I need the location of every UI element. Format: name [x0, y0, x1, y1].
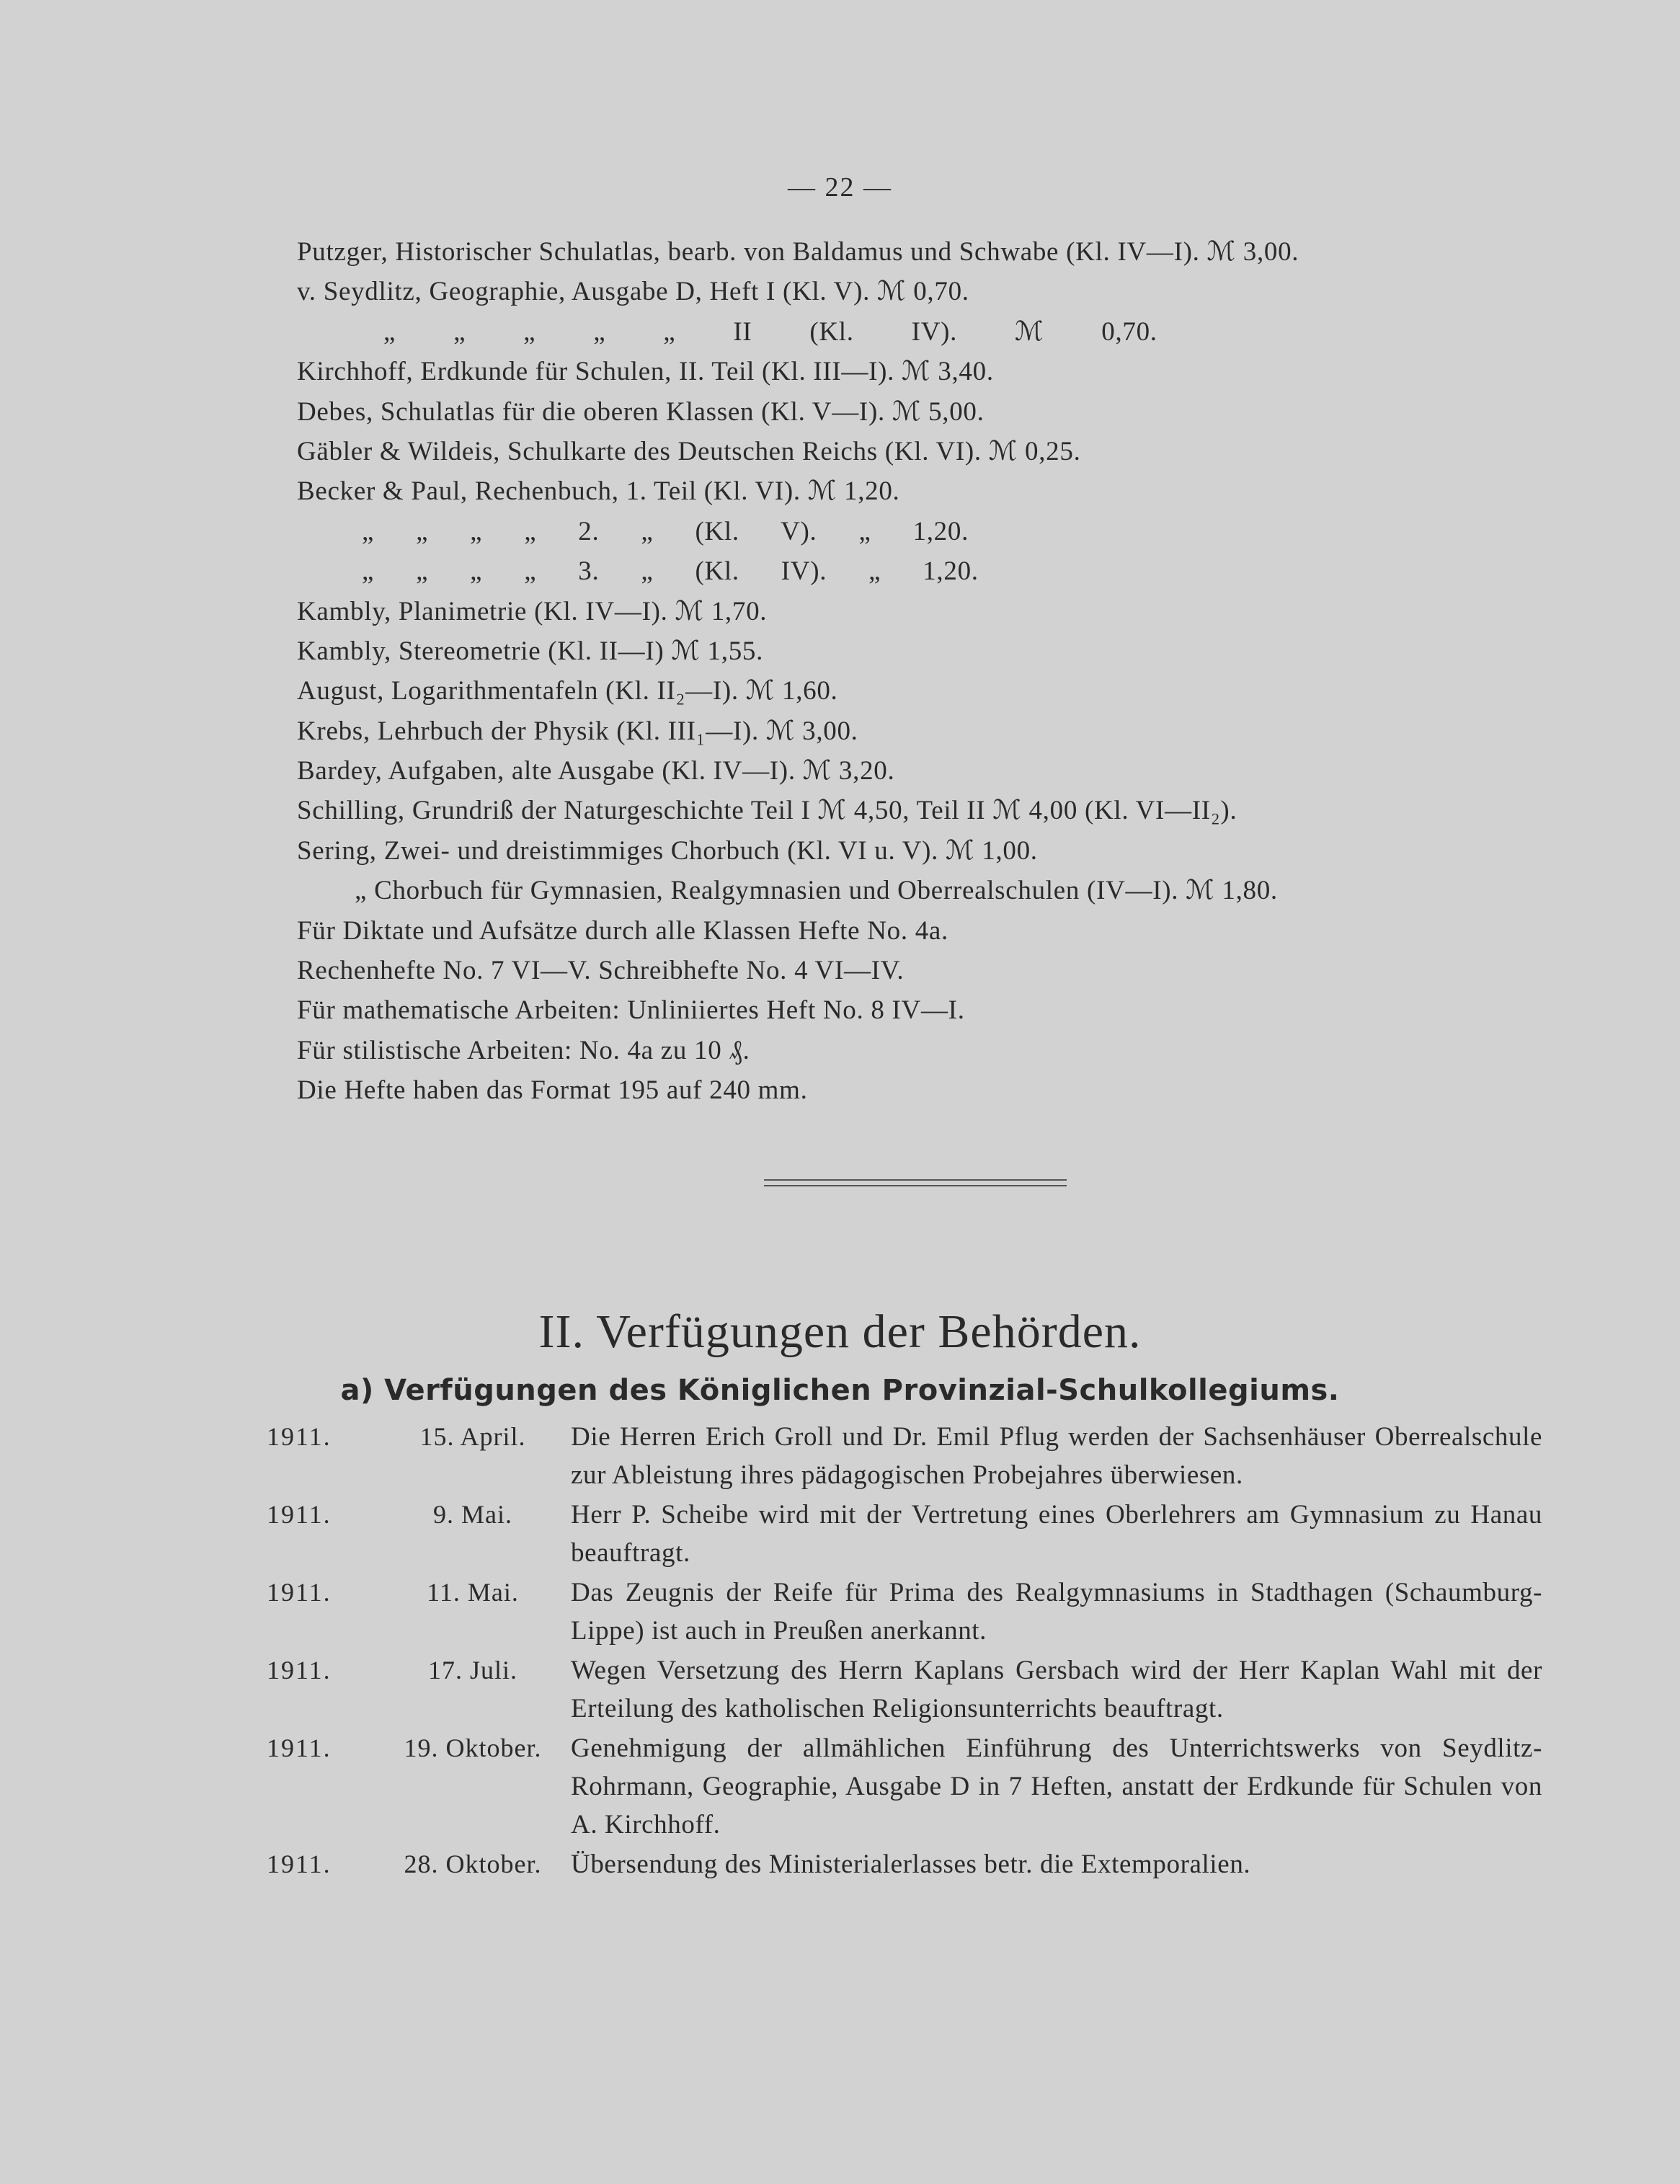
entry-text: Das Zeugnis der Reife für Prima des Realgymnasiums in Stadthagen (Schaumburg-Lippe) ist auch in Preußen anerkannt. — [571, 1578, 1542, 1646]
list-item: Debes, Schulatlas für die oberen Klassen (Kl. V—I). ℳ 5,00. — [297, 396, 985, 427]
list-item: „ Chorbuch für Gymnasien, Realgymnasien und Oberrealschulen (IV—I). ℳ 1,80. — [355, 876, 1278, 906]
list-item: Rechenhefte No. 7 VI—V. Schreibhefte No. 4 VI—IV. — [297, 956, 905, 986]
entry-year: 1911. — [267, 1734, 332, 1762]
entry-date: 28. Oktober. — [404, 1850, 542, 1878]
entry-text: Übersendung des Ministerialerlasses betr. die Extemporalien. — [571, 1850, 1251, 1879]
entry-date: 17. Juli. — [427, 1656, 517, 1684]
entry-year: 1911. — [267, 1578, 332, 1607]
entry-text: Wegen Versetzung des Herrn Kaplans Gersbach wird der Herr Kaplan Wahl mit der Erteilung des katholischen Religionsunterrichts beauftragt. — [571, 1656, 1542, 1723]
entry-date: 9. Mai. — [433, 1500, 512, 1529]
decree-entry — [267, 1573, 1542, 1650]
decree-entry — [267, 1418, 1542, 1494]
entry-date: 11. Mai. — [427, 1578, 519, 1607]
list-item: Für stilistische Arbeiten: No. 4a zu 10 ₰. — [297, 1035, 750, 1065]
entry-text: Herr P. Scheibe wird mit der Vertretung eines Oberlehrers am Gymnasium zu Hanau beauftragt. — [571, 1500, 1542, 1568]
list-item: Gäbler & Wildeis, Schulkarte des Deutschen Reichs (Kl. VI). ℳ 0,25. — [297, 436, 1081, 466]
list-item: „ „ „ „ „ II (Kl. IV). ℳ 0,70. — [383, 316, 1157, 347]
textbook-list — [297, 232, 1594, 1111]
entry-year: 1911. — [267, 1850, 332, 1878]
entry-date: 15. April. — [419, 1422, 526, 1451]
decrees-list — [267, 1418, 1542, 1885]
list-item: Putzger, Historischer Schulatlas, bearb. von Baldamus und Schwabe (Kl. IV—I). ℳ 3,00. — [297, 237, 1299, 267]
list-item: v. Seydlitz, Geographie, Ausgabe D, Heft I (Kl. V). ℳ 0,70. — [297, 277, 969, 307]
entry-text: Die Herren Erich Groll und Dr. Emil Pflug werden der Sachsenhäuser Oberrealschule zur Ableistung ihres pädagogischen Probejahres überwiesen. — [571, 1422, 1542, 1490]
section-divider — [764, 1179, 1067, 1186]
entry-year: 1911. — [267, 1656, 332, 1684]
list-item: Schilling, Grundriß der Naturgeschichte Teil I ℳ 4,50, Teil II ℳ 4,00 (Kl. VI—II₂). — [297, 796, 1237, 826]
entry-year: 1911. — [267, 1500, 332, 1529]
decree-entry — [267, 1496, 1542, 1572]
list-item: Krebs, Lehrbuch der Physik (Kl. III₁—I). ℳ 3,00. — [297, 716, 858, 746]
entry-year: 1911. — [267, 1422, 332, 1451]
list-item: Sering, Zwei- und dreistimmiges Chorbuch (Kl. VI u. V). ℳ 1,00. — [297, 835, 1038, 866]
page-number: — 22 — — [788, 172, 892, 203]
decree-entry — [267, 1845, 1542, 1883]
list-item: Kambly, Planimetrie (Kl. IV—I). ℳ 1,70. — [297, 596, 768, 626]
list-item: Kambly, Stereometrie (Kl. II—I) ℳ 1,55. — [297, 636, 764, 666]
list-item: „ „ „ „ 2. „ (Kl. V). „ 1,20. — [362, 516, 969, 546]
list-item: Kirchhoff, Erdkunde für Schulen, II. Teil (Kl. III—I). ℳ 3,40. — [297, 357, 994, 387]
entry-text: Genehmigung der allmählichen Einführung des Unterrichtswerks von Seydlitz-Rohrmann, Geographie, Ausgabe D in 7 Heften, anstatt der Erdkunde für Schulen von A. Kirchhoff. — [571, 1734, 1542, 1839]
list-item: Becker & Paul, Rechenbuch, 1. Teil (Kl. VI). ℳ 1,20. — [297, 476, 900, 507]
list-item: Bardey, Aufgaben, alte Ausgabe (Kl. IV—I). ℳ 3,20. — [297, 756, 895, 786]
section-heading: II. Verfügungen der Behörden. — [538, 1305, 1142, 1358]
decree-entry — [267, 1729, 1542, 1844]
list-item: „ „ „ „ 3. „ (Kl. IV). „ 1,20. — [362, 556, 979, 587]
decree-entry — [267, 1651, 1542, 1728]
sub-heading: a) Verfügungen des Königlichen Provinzial-Schulkollegiums. — [340, 1374, 1340, 1407]
entry-date: 19. Oktober. — [404, 1734, 542, 1762]
list-item: Für Diktate und Aufsätze durch alle Klassen Hefte No. 4a. — [297, 915, 948, 946]
list-item: Für mathematische Arbeiten: Unliniiertes Heft No. 8 IV—I. — [297, 995, 965, 1026]
list-item: Die Hefte haben das Format 195 auf 240 mm. — [297, 1075, 808, 1106]
list-item: August, Logarithmentafeln (Kl. II₂—I). ℳ 1,60. — [297, 676, 838, 706]
